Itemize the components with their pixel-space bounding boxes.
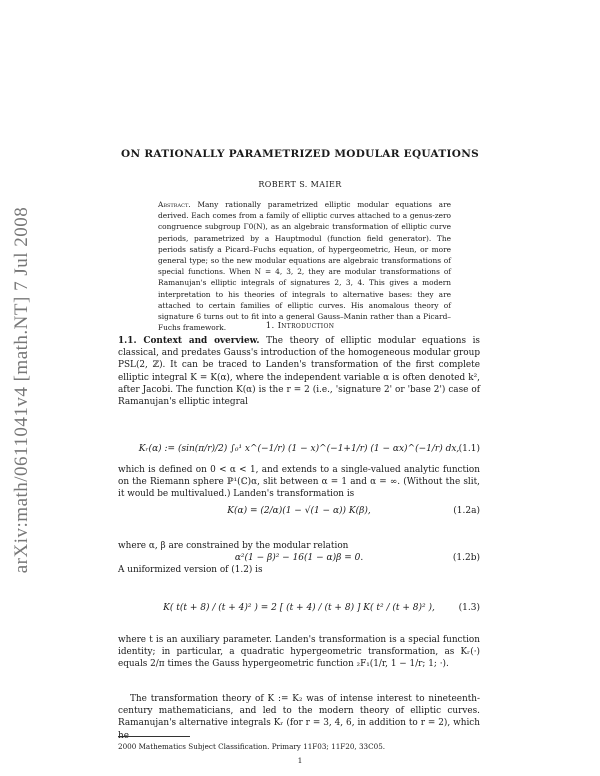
equation-1-2b-math: α²(1 − β)² − 16(1 − α)β = 0. <box>234 553 364 563</box>
section-heading: 1. Introduction <box>265 321 335 331</box>
equation-1-1-number: (1.1) <box>458 444 480 454</box>
footnote-rule <box>118 736 190 737</box>
page-number: 1 <box>297 756 303 765</box>
equation-1-2a-number: (1.2a) <box>453 506 480 516</box>
paragraph-context-text: The theory of elliptic modular equations is classical, and predates Gauss's introduction of the homogeneous modular group PSL(2, ℤ). It can be traced to Landen's transformation of the first complete elliptic integral K = K(α), where the independent variable α is often denoted k², after Jacobi. The function K(α) is the r = 2 (i.e., 'signature 2' or 'base 2') case of Ramanujan's elliptic integral <box>118 336 480 408</box>
paragraph-context <box>118 335 480 408</box>
equation-1-3-number: (1.3) <box>458 603 480 613</box>
arxiv-stamp <box>2 170 42 610</box>
paragraph-transformation-theory: The transformation theory of K := K₂ was of intense interest to nineteenth-century mathematicians, and led to the modern theory of elliptic curves. Ramanujan's alternative integrals Kᵣ (for r = 3, 4, 6, in addition to r = 2), which he <box>118 694 480 741</box>
footnote-text: 2000 Mathematics Subject Classification. Primary 11F03; 11F20, 33C05. <box>118 742 386 751</box>
abstract-label: Abstract. <box>158 200 191 209</box>
paper-author: ROBERT S. MAIER <box>258 180 342 189</box>
equation-1-2b-number: (1.2b) <box>452 553 480 563</box>
footnote <box>118 742 480 751</box>
equation-1-2a-math: K(α) = (2/α)(1 − √(1 − α)) K(β), <box>227 506 371 516</box>
abstract <box>158 199 451 333</box>
paragraph-riemann: which is defined on 0 < α < 1, and extends to a single-valued analytic function on the Riemann sphere ℙ¹(ℂ)α, slit between α = 1 and α = ∞. (Without the slit, it would be multivalued.) Landen's transformation is <box>118 465 480 500</box>
abstract-text: Many rationally parametrized elliptic modular equations are derived. Each comes from a family of elliptic curves attached to a genus-zero congruence subgroup Γ0(N), as an algebraic transformation of elliptic curve periods, parametrized by a Hauptmodul (function field generator). The periods satisfy a Picard–Fuchs equation, of hypergeometric, Heun, or more general type; so the new modular equations are algebraic transformations of special functions. When N = 4, 3, 2, they are modular transformations of Ramanujan's elliptic integrals of signatures 2, 3, 4. This gives a modern interpretation to his theories of integrals to alternative bases: they are attached to certain families of elliptic curves. His anomalous theory of signature 6 turns out to fit into a general Gauss–Manin rather than a Picard–Fuchs framework. <box>158 200 451 333</box>
paper-title: ON RATIONALLY PARAMETRIZED MODULAR EQUATIONS <box>121 148 479 160</box>
paragraph-modular-relation: where α, β are constrained by the modular relation <box>118 541 349 551</box>
equation-1-3-math: K( t(t + 8) / (t + 4)² ) = 2 [ (t + 4) / (t + 8) ] K( t² / (t + 8)² ), <box>163 603 435 613</box>
equation-1-1-math: Kᵣ(α) := (sin(π/r)/2) ∫₀¹ x^(−1/r) (1 − x)^(−1+1/r) (1 − αx)^(−1/r) dx, <box>138 444 460 454</box>
paragraph-landen: where t is an auxiliary parameter. Landen's transformation is a special function identity; in particular, a quadratic hypergeometric transformation, as Kᵣ(·) equals 2/π times the Gauss hypergeometric function ₂F₁(1/r, 1 − 1/r; 1; ·). <box>118 635 480 670</box>
arxiv-stamp-text: arXiv:math/0611041v4 [math.NT] 7 Jul 2008 <box>11 206 32 574</box>
subsection-lead: 1.1. Context and overview. <box>118 336 260 346</box>
paragraph-uniformized: A uniformized version of (1.2) is <box>118 565 263 575</box>
